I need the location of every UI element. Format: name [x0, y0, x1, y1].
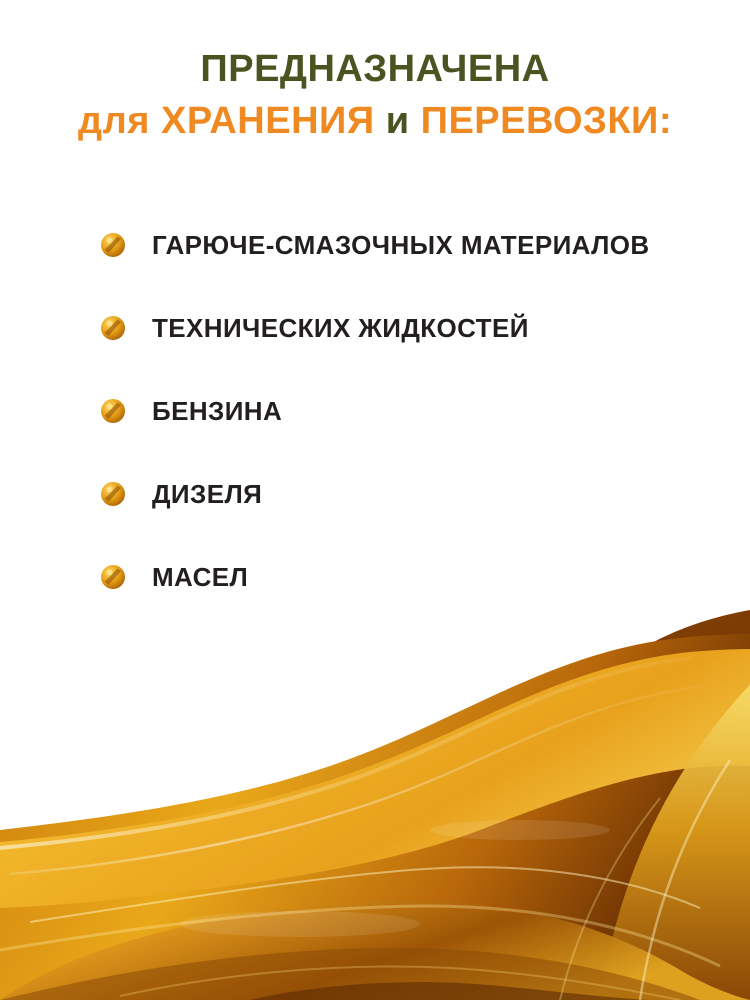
feature-list: [100, 228, 720, 595]
list-item-label: ДИЗЕЛЯ: [152, 478, 263, 509]
oil-wave-illustration: [0, 530, 750, 1000]
oil-drop-coin-icon: [100, 481, 126, 507]
oil-drop-coin-icon: [100, 232, 126, 258]
oil-wave-svg: [0, 530, 750, 1000]
list-item-label: БЕНЗИНА: [152, 395, 283, 426]
list-item: [100, 477, 720, 513]
list-item: [100, 311, 720, 347]
page-title-line-1: ПРЕДНАЗНАЧЕНА: [200, 48, 550, 90]
oil-drop-coin-icon: [100, 564, 126, 590]
list-item-label: ТЕХНИЧЕСКИХ ЖИДКОСТЕЙ: [152, 312, 529, 343]
page-title-line-2: [0, 100, 750, 144]
list-item: [100, 228, 720, 264]
oil-drop-coin-icon: [100, 398, 126, 424]
headline-block: [0, 48, 750, 143]
page-title-preposition: для: [77, 99, 150, 142]
list-item-label: МАСЕЛ: [152, 561, 249, 592]
list-item: [100, 560, 720, 596]
page-title-word-storage: ХРАНЕНИЯ: [160, 99, 375, 142]
oil-drop-coin-icon: [100, 315, 126, 341]
page-title-conjunction: и: [385, 99, 410, 142]
list-item-label: ГАРЮЧЕ-СМАЗОЧНЫХ МАТЕРИАЛОВ: [152, 230, 650, 260]
page-title-word-transport: ПЕРЕВОЗКИ:: [420, 99, 673, 142]
list-item: [100, 394, 720, 430]
